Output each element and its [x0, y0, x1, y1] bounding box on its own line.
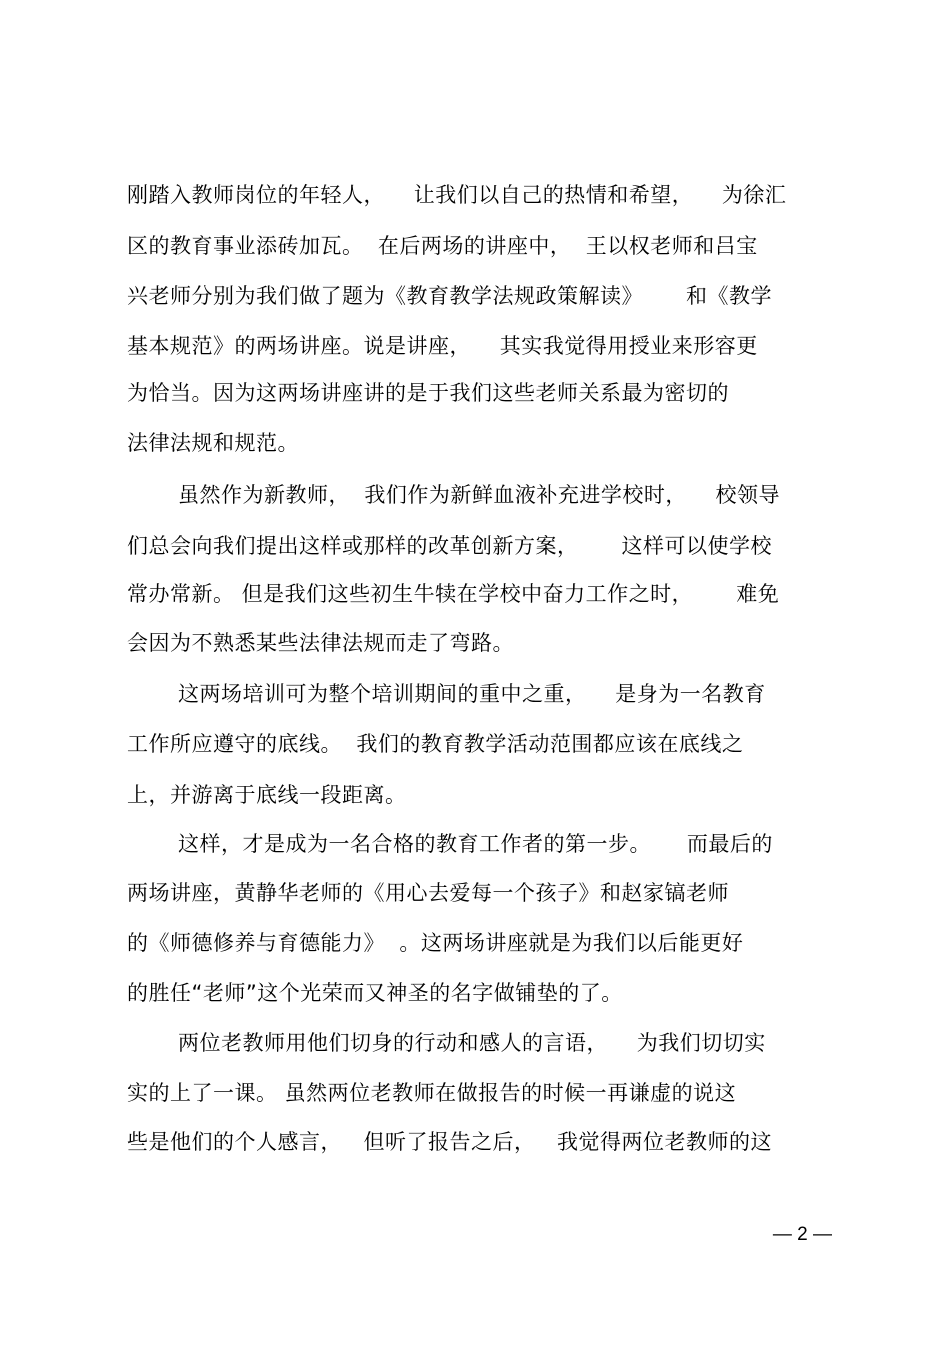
page-number: — 2 — — [772, 1224, 832, 1245]
text-line: 为恰当。因为这两场讲座讲的是于我们这些老师关系最为密切的 — [127, 381, 729, 405]
text-line: 这样，才是成为一名合格的教育工作者的第一步。 而最后的 — [178, 832, 773, 856]
text-line: 工作所应遵守的底线。 我们的教育教学活动范围都应该在底线之 — [127, 732, 744, 756]
text-line: 刚踏入教师岗位的年轻人， 让我们以自己的热情和希望， 为徐汇 — [127, 183, 787, 207]
text-line: 的胜任“老师”这个光荣而又神圣的名字做铺垫的了。 — [127, 981, 623, 1005]
text-line: 两场讲座，黄静华老师的《用心去爱每一个孩子》和赵家镐老师 — [127, 881, 729, 905]
text-line: 虽然作为新教师， 我们作为新鲜血液补充进学校时， 校领导 — [178, 483, 781, 507]
text-line: 这两场培训可为整个培训期间的重中之重， 是身为一名教育 — [178, 682, 766, 706]
text-line: 的《师德修养与育德能力》 。这两场讲座就是为我们以后能更好 — [127, 931, 744, 955]
text-line: 会因为不熟悉某些法律法规而走了弯路。 — [127, 631, 514, 655]
text-line: 兴老师分别为我们做了题为《教育教学法规政策解读》 和《教学 — [127, 284, 773, 308]
text-line: 两位老教师用他们切身的行动和感人的言语， 为我们切切实 — [178, 1031, 766, 1055]
text-line: 区的教育事业添砖加瓦。 在后两场的讲座中， 王以权老师和吕宝 — [127, 234, 758, 258]
text-line: 常办常新。 但是我们这些初生牛犊在学校中奋力工作之时， 难免 — [127, 582, 780, 606]
text-line: 上，并游离于底线一段距离。 — [127, 783, 407, 807]
text-line: 基本规范》的两场讲座。说是讲座， 其实我觉得用授业来形容更 — [127, 334, 758, 358]
text-line: 法律法规和规范。 — [127, 431, 299, 455]
text-line: 实的上了一课。 虽然两位老教师在做报告的时候一再谦虚的说这 — [127, 1081, 737, 1105]
text-line: 们总会向我们提出这样或那样的改革创新方案， 这样可以使学校 — [127, 534, 773, 558]
text-line: 些是他们的个人感言， 但听了报告之后， 我觉得两位老教师的这 — [127, 1130, 773, 1154]
